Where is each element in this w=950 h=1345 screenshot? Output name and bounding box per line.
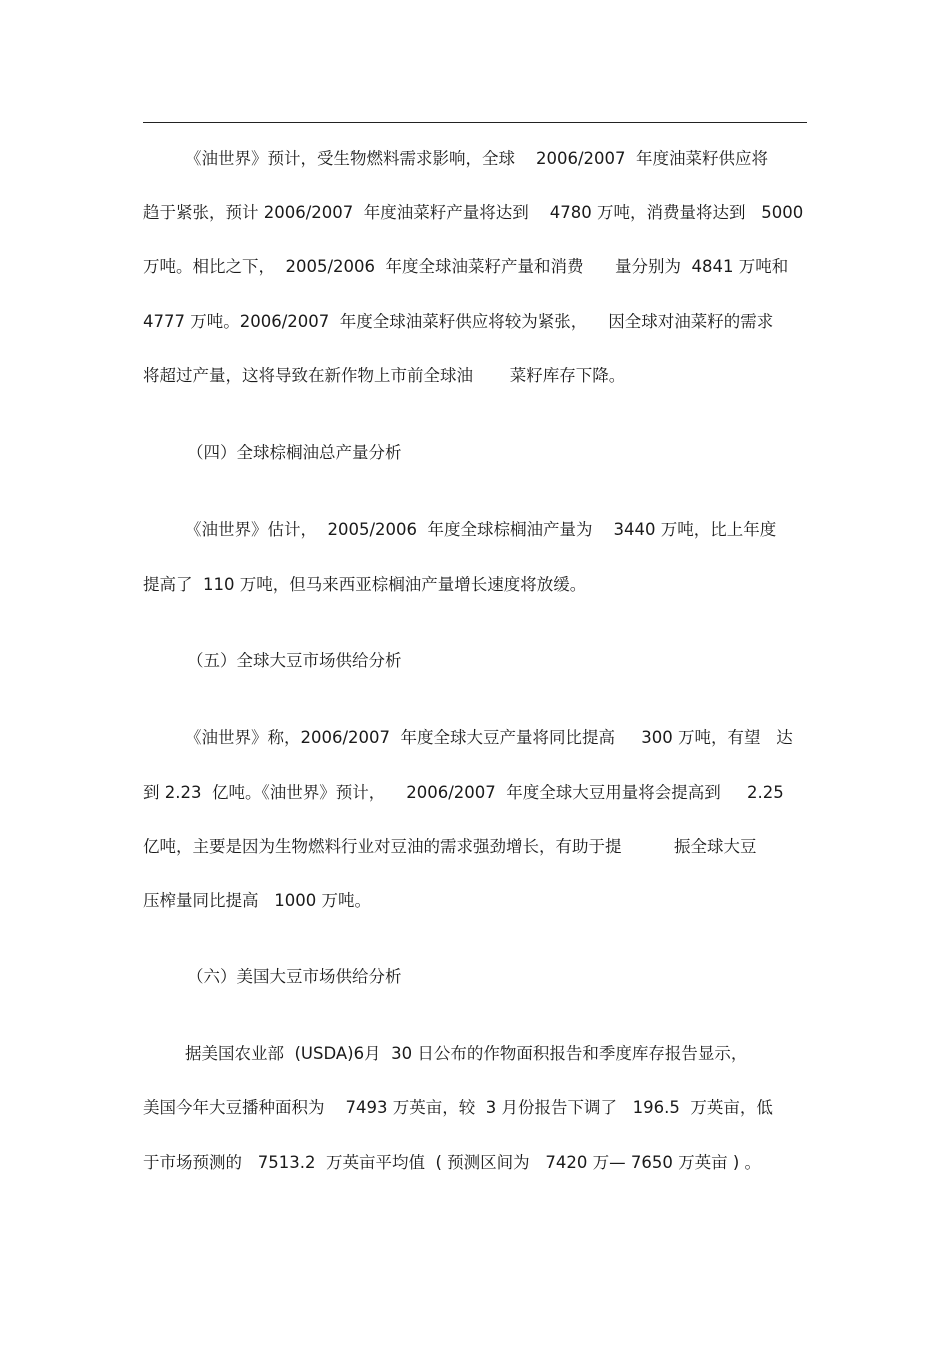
section-heading-4: （四）全球棕榈油总产量分析 (187, 443, 402, 462)
paragraph-1-line-4: 4777 万吨。2006/2007 年度全球油菜籽供应将较为紧张， 因全球对油菜籽的需求 (143, 312, 774, 331)
paragraph-4-line-2: 美国今年大豆播种面积为 7493 万英亩，较 3 月份报告下调了 196.5 万英亩，低 (143, 1098, 773, 1117)
paragraph-2-line-1: 《油世界》估计， 2005/2006 年度全球棕榈油产量为 3440 万吨，比上年度 (185, 520, 777, 539)
paragraph-1-line-1: 《油世界》预计，受生物燃料需求影响，全球 2006/2007 年度油菜籽供应将 (185, 149, 769, 168)
paragraph-4-line-1: 据美国农业部 (USDA)6月 30 日公布的作物面积报告和季度库存报告显示， (185, 1044, 748, 1063)
paragraph-3-line-1: 《油世界》称，2006/2007 年度全球大豆产量将同比提高 300 万吨，有望 达 (185, 728, 793, 747)
paragraph-4-line-3: 于市场预测的 7513.2 万英亩平均值 ( 预测区间为 7420 万— 7650 万英亩 ) 。 (143, 1153, 762, 1172)
paragraph-3-line-3: 亿吨，主要是因为生物燃料行业对豆油的需求强劲增长，有助于提 振全球大豆 (143, 837, 757, 856)
paragraph-1-line-5: 将超过产量，这将导致在新作物上市前全球油 菜籽库存下降。 (143, 366, 626, 385)
section-heading-6: （六）美国大豆市场供给分析 (187, 967, 402, 986)
paragraph-1-line-3: 万吨。相比之下， 2005/2006 年度全球油菜籽产量和消费 量分别为 4841 万吨和 (143, 257, 789, 276)
paragraph-1-line-2: 趋于紧张，预计 2006/2007 年度油菜籽产量将达到 4780 万吨，消费量将达到 5000 (143, 203, 804, 222)
paragraph-3-line-2: 到 2.23 亿吨。《油世界》预计， 2006/2007 年度全球大豆用量将会提高到 2.25 (143, 783, 784, 802)
section-heading-5: （五）全球大豆市场供给分析 (187, 651, 402, 670)
header-rule (143, 122, 807, 123)
paragraph-3-line-4: 压榨量同比提高 1000 万吨。 (143, 891, 371, 910)
paragraph-2-line-2: 提高了 110 万吨，但马来西亚棕榈油产量增长速度将放缓。 (143, 575, 587, 594)
